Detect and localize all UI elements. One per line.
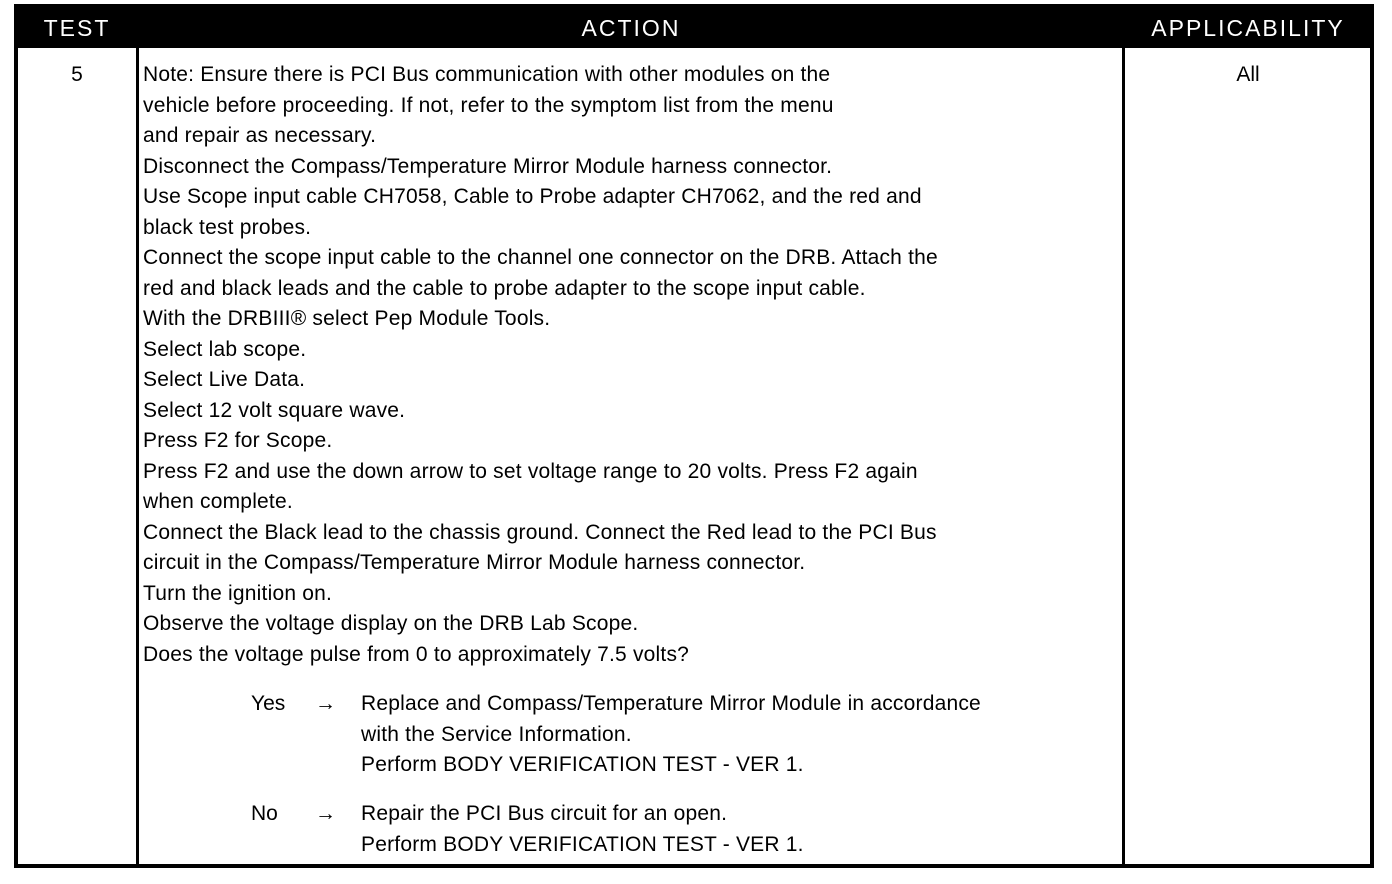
right-arrow-icon: →	[315, 802, 336, 825]
action-line: black test probes.	[143, 215, 312, 239]
diagnostic-test-table	[14, 4, 1374, 868]
action-line: red and black leads and the cable to probe adapter to the scope input cable.	[143, 276, 866, 300]
outcome-no-label: No	[251, 802, 278, 825]
action-line: Note: Ensure there is PCI Bus communication with other modules on the	[143, 63, 831, 86]
table-header-row	[18, 8, 1370, 48]
action-instructions	[143, 60, 1118, 670]
action-line: With the DRBIII® select Pep Module Tools.	[143, 307, 551, 330]
outcome-step: with the Service Information.	[361, 722, 632, 746]
action-line: Connect the Black lead to the chassis ground. Connect the Red lead to the PCI Bus	[143, 520, 937, 544]
action-column-header: ACTION	[581, 15, 681, 41]
action-line: circuit in the Compass/Temperature Mirror Module harness connector.	[143, 551, 806, 574]
action-line: Select Live Data.	[143, 368, 306, 391]
outcome-step: Perform BODY VERIFICATION TEST - VER 1.	[361, 753, 804, 776]
test-column-header: TEST	[43, 15, 111, 41]
action-line: Turn the ignition on.	[143, 581, 333, 605]
action-line: Select lab scope.	[143, 337, 307, 361]
outcome-step: Perform BODY VERIFICATION TEST - VER 1.	[361, 832, 804, 856]
outcome-step: Repair the PCI Bus circuit for an open.	[361, 802, 728, 825]
applicability-value: All	[1236, 63, 1260, 86]
action-line: Does the voltage pulse from 0 to approximately 7.5 volts?	[143, 642, 690, 666]
action-line: Use Scope input cable CH7058, Cable to Probe adapter CH7062, and the red and	[143, 185, 922, 208]
outcome-no-steps	[361, 799, 1121, 860]
action-line: when complete.	[143, 490, 293, 513]
action-line: Select 12 volt square wave.	[143, 398, 406, 422]
action-line: Press F2 for Scope.	[143, 429, 333, 452]
action-line: Disconnect the Compass/Temperature Mirror Module harness connector.	[143, 154, 833, 178]
applicability-column-header: APPLICABILITY	[1151, 15, 1345, 41]
column-divider	[136, 48, 139, 864]
outcome-yes-steps	[361, 689, 1121, 781]
action-line: Press F2 and use the down arrow to set voltage range to 20 volts. Press F2 again	[143, 459, 918, 483]
action-line: Observe the voltage display on the DRB Lab Scope.	[143, 612, 639, 635]
action-line: Connect the scope input cable to the channel one connector on the DRB. Attach the	[143, 246, 938, 269]
outcome-step: Replace and Compass/Temperature Mirror Module in accordance	[361, 692, 981, 715]
right-arrow-icon: →	[315, 692, 336, 715]
action-line: and repair as necessary.	[143, 124, 377, 147]
column-divider	[1122, 48, 1125, 864]
test-number: 5	[71, 63, 83, 86]
outcome-yes-label: Yes	[251, 692, 286, 715]
action-line: vehicle before proceeding. If not, refer to the symptom list from the menu	[143, 93, 834, 117]
